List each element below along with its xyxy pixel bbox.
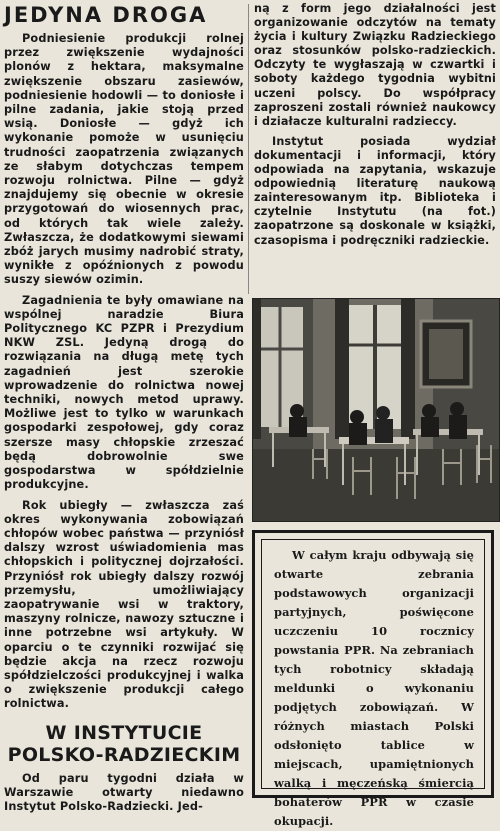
library-photo <box>252 298 500 522</box>
second-article-lead: Od paru tygodni działa w Warszawie otwarty niedawno Instytut Polsko-Radziecki. Jed- <box>4 771 244 813</box>
notice-inner-frame <box>261 539 485 828</box>
second-article-title-line: W INSTYTUCIE <box>45 721 203 744</box>
party-anniversary-notice <box>252 530 494 828</box>
library-reading-room-image <box>253 299 499 521</box>
second-article-title <box>4 722 244 766</box>
article-paragraph: Rok ubiegły — zwłaszcza zaś okres wykonywania zobowiązań chłopów wobec państwa — przyniósł dalszy wzrost uświadomienia mas chłopskich i politycznej dojrzałości. Przyniósł rok ubiegły dalszy rozwój przemysłu, umożliwiający zaopatrywanie wsi w traktory, maszyny rolnicze, nawozy sztuczne i inne potrzebne wsi artykuły. W oparciu o te czynniki rozwijać się będzie akcja na rzecz rozwoju spółdzielczości produkcyjnej i walka o zwiększenie produkcji całego rolnictwa. <box>4 498 244 711</box>
left-column <box>4 2 244 814</box>
article-paragraph: Zagadnienia te były omawiane na wspólnej naradzie Biura Politycznego KC PZPR i Prezydium NKW ZSL. Jedyną drogą do rozwiązania na długą metę tych zagadnień jest szerokie wprowadzenie do rolnictwa nowej techniki, nowych metod uprawy. Możliwe jest to tylko w warunkach gospodarki zespołowej, gdy coraz szersze masy chłopskie zrzeszać będą dobrowolnie swe gospodarstwa w spółdzielnie produkcyjne. <box>4 293 244 492</box>
article-title: JEDYNA DROGA <box>4 3 208 27</box>
second-article-paragraph: ną z form jego działalności jest organizowanie odczytów na tematy życia i kultury Związku Radzieckiego oraz stosunków polsko-radzieckich. Odczyty te wygłaszają w czwartki i soboty każdego tygodnia wybitni uczeni polscy. Do współpracy zaproszeni zostali również naukowcy i działacze kulturalni radzieccy. <box>254 2 496 128</box>
article-paragraph: Podniesienie produkcji rolnej przez zwiększenie wydajności plonów z hektara, maksymalne zwiększenie obszaru zasiewów, podniesienie hodowli — to doniosłe i pilne zadania, jakie stoją przed wsią. Doniosłe — gdyż ich wykonanie pomoże w usunięciu trudności zaopatrzenia związanych ze słabym dotychczas tempem rozwoju rolnictwa. Pilne — gdyż znajdujemy się obecnie w okresie przygotowań do wiosennych prac, od których tak wiele zależy. Zwłaszcza, że dodatkowymi siewami zbóż jarych musimy nadrobić straty, wynikłe z opóźnionych z powodu suszy siewów ozimin. <box>4 32 244 287</box>
notice-text: W całym kraju odbywają się otwarte zebrania podstawowych organizacji partyjnych, poświęcone uczczeniu 10 rocznicy powstania PPR. Na zebraniach tych robotnicy składają meldunki o wykonaniu podjętych zobowiązań. W różnych miastach Polski odsłonięto tablice w miejscach, upamiętnionych walką i męczeńską śmiercią bohaterów PPR w czasie okupacji. <box>274 548 474 828</box>
second-article-paragraph: Instytut posiada wydział dokumentacji i informacji, który odpowiada na zapytania, wskazuje odpowiednią literaturę naukową zainteresowanym itp. Biblioteka i czytelnie Instytutu (na fot.) zaopatrzone są doskonale w książki, czasopisma i podręczniki radzieckie. <box>254 134 496 247</box>
second-article-title-line: POLSKO-RADZIECKIM <box>7 743 241 766</box>
column-rule <box>248 4 249 294</box>
right-column <box>254 2 496 248</box>
